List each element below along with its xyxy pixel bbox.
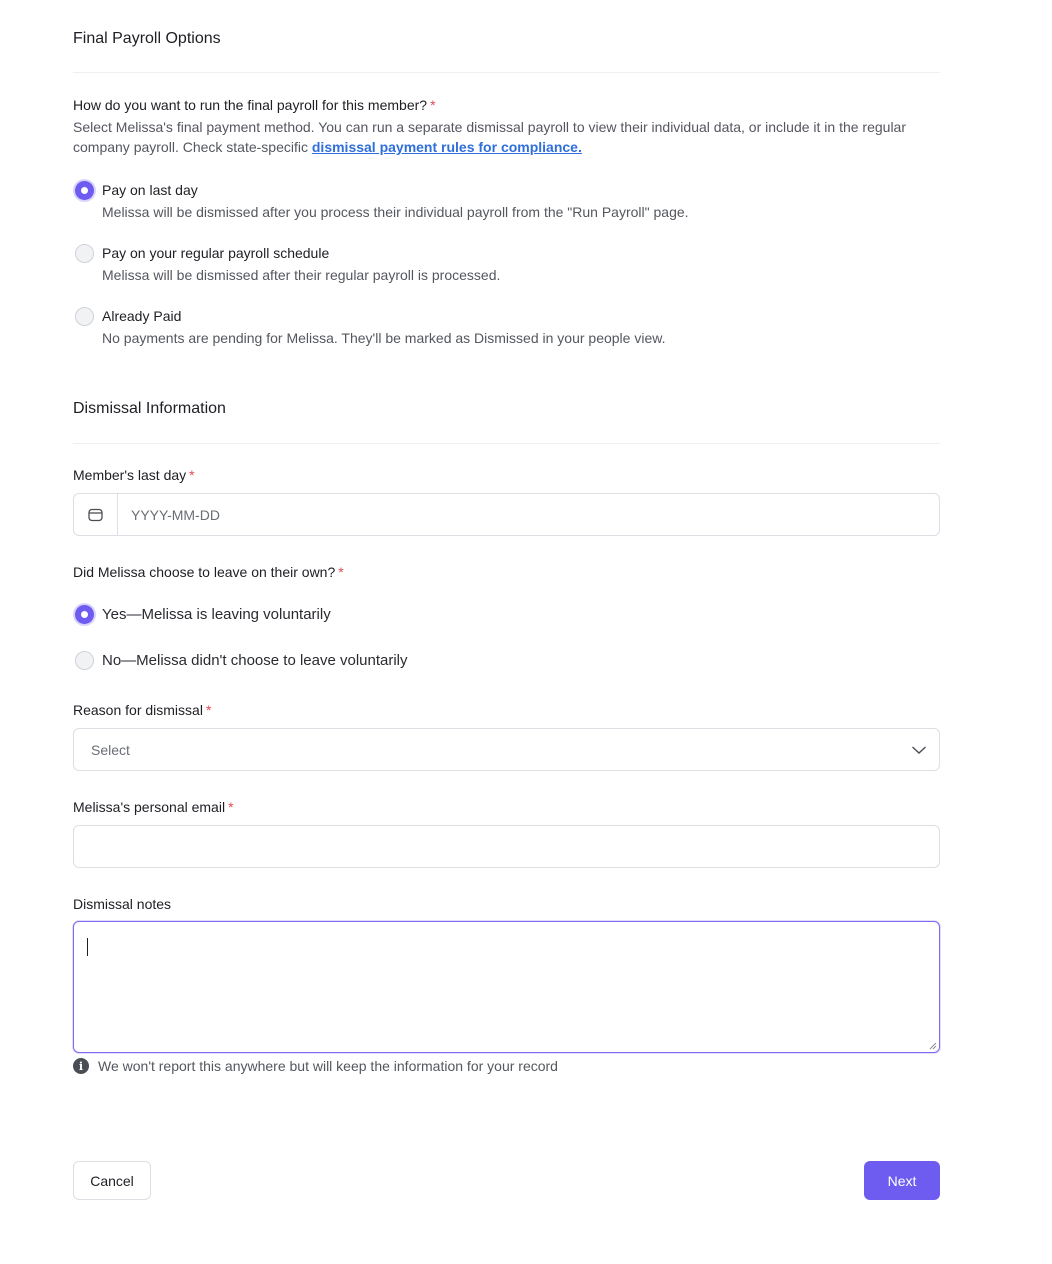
required-mark: * [228, 799, 234, 815]
last-day-date-input[interactable] [73, 493, 940, 536]
radio-voluntary-yes[interactable] [75, 605, 331, 624]
dismissal-notes-textarea[interactable] [73, 921, 940, 1053]
notes-label: Dismissal notes [73, 896, 172, 912]
calendar-icon[interactable] [88, 508, 103, 522]
radio-pay-regular-schedule[interactable] [75, 244, 500, 285]
voluntary-question [73, 564, 344, 580]
radio-pay-on-last-day[interactable] [75, 181, 689, 222]
resize-handle-icon[interactable] [929, 1042, 937, 1050]
info-icon: i [73, 1058, 89, 1074]
chevron-down-icon[interactable] [911, 745, 927, 755]
required-mark: * [338, 564, 344, 580]
option-label: No—Melissa didn't choose to leave voluntarily [102, 652, 408, 669]
cancel-button[interactable]: Cancel [73, 1161, 151, 1200]
email-label [73, 799, 234, 815]
date-icon-box[interactable] [74, 494, 118, 535]
option-title: Pay on last day [102, 182, 198, 198]
radio-unselected-icon[interactable] [75, 651, 94, 670]
email-label-text: Melissa's personal email [73, 799, 226, 815]
radio-selected-icon[interactable] [75, 605, 94, 624]
required-mark: * [430, 97, 436, 113]
required-mark: * [205, 702, 212, 718]
option-subtitle: Melissa will be dismissed after you process their individual payroll from the "Run Payroll" page. [102, 204, 689, 220]
last-day-label-text: Member's last day [73, 467, 187, 483]
voluntary-question-text: Did Melissa choose to leave on their own? [73, 564, 336, 580]
radio-selected-icon[interactable] [75, 181, 94, 200]
reason-select[interactable] [73, 728, 940, 771]
final-payroll-question-text: How do you want to run the final payroll for this member? [73, 97, 428, 113]
next-button[interactable]: Next [864, 1161, 940, 1200]
last-day-label [73, 467, 195, 483]
option-subtitle: Melissa will be dismissed after their regular payroll is processed. [102, 267, 501, 283]
final-payroll-title: Final Payroll Options [73, 30, 221, 47]
option-title: Pay on your regular payroll schedule [102, 245, 330, 261]
personal-email-input[interactable] [73, 825, 940, 868]
radio-already-paid[interactable] [75, 307, 665, 348]
reason-select-value[interactable]: Select [91, 741, 130, 758]
last-day-placeholder[interactable]: YYYY-MM-DD [131, 506, 220, 523]
section-divider [73, 443, 940, 444]
reason-label [73, 702, 211, 718]
required-mark: * [189, 467, 195, 483]
option-label: Yes—Melissa is leaving voluntarily [102, 606, 331, 623]
notes-hint [73, 1058, 558, 1074]
final-payroll-question [73, 97, 436, 113]
reason-label-text: Reason for dismissal [73, 702, 203, 718]
radio-unselected-icon[interactable] [75, 307, 94, 326]
dismissal-rules-link[interactable]: dismissal payment rules for compliance. [311, 139, 582, 155]
option-title: Already Paid [102, 308, 182, 324]
section-divider [73, 72, 940, 73]
final-payroll-description-text: Select Melissa's final payment method. You can run a separate dismissal payroll to view their individual data, or include it in the regular company payroll. Check state-specific [73, 119, 907, 155]
dismissal-info-title: Dismissal Information [73, 400, 226, 417]
option-subtitle: No payments are pending for Melissa. They'll be marked as Dismissed in your people view. [102, 330, 666, 346]
notes-hint-text: We won't report this anywhere but will keep the information for your record [98, 1058, 558, 1074]
radio-voluntary-no[interactable] [75, 651, 408, 670]
radio-unselected-icon[interactable] [75, 244, 94, 263]
final-payroll-description [73, 117, 940, 157]
text-caret [87, 938, 88, 956]
